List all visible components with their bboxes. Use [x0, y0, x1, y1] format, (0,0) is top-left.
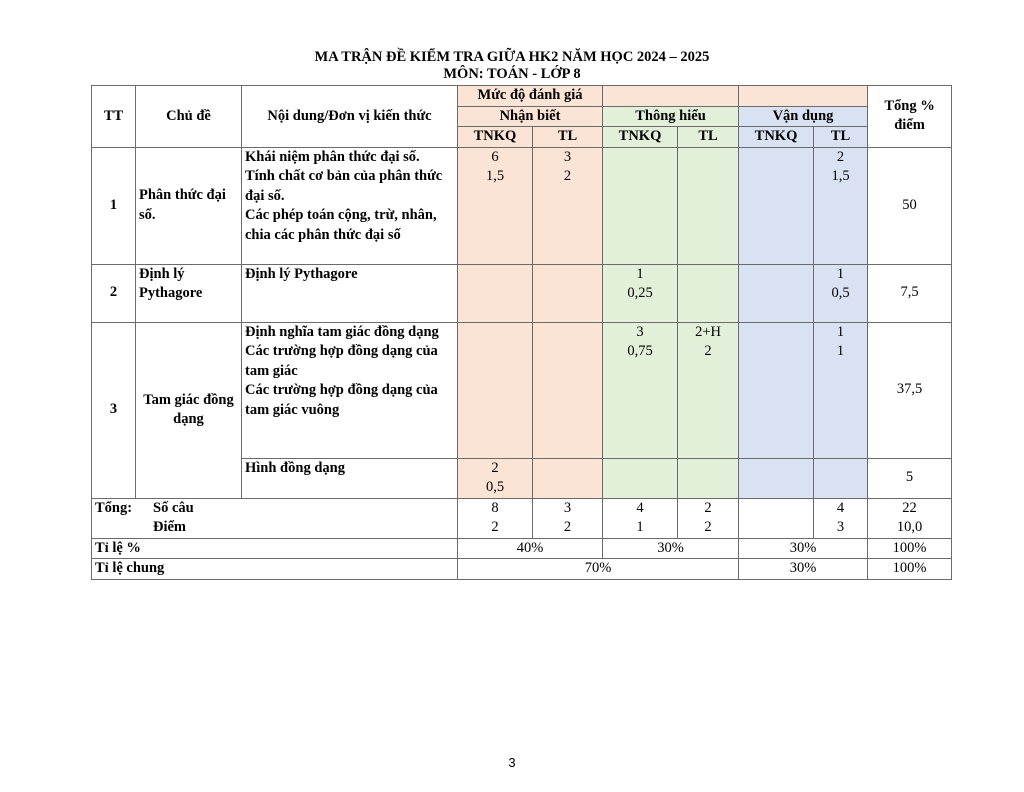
- row-noi-dung: Khái niệm phân thức đại số. Tính chất cơ bản của phân thức đại số. Các phép toán cộng, trừ, nhân, chia các phân thức đại số: [242, 147, 458, 264]
- general-ratio-tong: 100%: [868, 559, 952, 580]
- ratio-row: [92, 538, 952, 559]
- cell-nb-tnkq: [458, 322, 533, 458]
- ratio-th: 30%: [603, 538, 739, 559]
- totals-th-tnkq: 4 1: [603, 498, 678, 538]
- totals-label: Tổng: Số câu Điểm: [92, 498, 458, 538]
- ratio-vd: 30%: [739, 538, 868, 559]
- document-title: MA TRẬN ĐỀ KIỂM TRA GIỮA HK2 NĂM HỌC 2024 – 2025: [314, 49, 710, 65]
- cell-th-tnkq: 3 0,75: [603, 322, 678, 458]
- header-empty-1: [603, 86, 739, 107]
- header-tt: TT: [92, 86, 136, 148]
- header-muc-do: Mức độ đánh giá: [458, 86, 603, 107]
- totals-vd-tl: 4 3: [814, 498, 868, 538]
- header-nb-tl: TL: [533, 127, 603, 148]
- cell-nb-tl: [533, 458, 603, 498]
- row-tt: 3: [92, 322, 136, 498]
- cell-vd-tl: [814, 458, 868, 498]
- cell-th-tl: [678, 147, 739, 264]
- cell-vd-tnkq: [739, 322, 814, 458]
- cell-vd-tl: 2 1,5: [814, 147, 868, 264]
- header-van-dung: Vận dụng: [739, 106, 868, 127]
- row-noi-dung: Định lý Pythagore: [242, 264, 458, 322]
- header-th-tl: TL: [678, 127, 739, 148]
- cell-vd-tl: 1 1: [814, 322, 868, 458]
- general-ratio-label: Tỉ lệ chung: [92, 559, 458, 580]
- header-vd-tl: TL: [814, 127, 868, 148]
- table-row: [92, 147, 952, 264]
- cell-nb-tnkq: 2 0,5: [458, 458, 533, 498]
- cell-th-tl: [678, 264, 739, 322]
- table-row: [92, 264, 952, 322]
- header-thong-hieu: Thông hiểu: [603, 106, 739, 127]
- ratio-tong: 100%: [868, 538, 952, 559]
- general-ratio-row: [92, 559, 952, 580]
- cell-th-tl: 2+H 2: [678, 322, 739, 458]
- header-empty-2: [739, 86, 868, 107]
- page-number: 3: [508, 755, 516, 770]
- document-subtitle: MÔN: TOÁN - LỚP 8: [443, 66, 581, 82]
- row-noi-dung: Hình đồng dạng: [242, 458, 458, 498]
- cell-th-tnkq: [603, 458, 678, 498]
- header-vd-tnkq: TNKQ: [739, 127, 814, 148]
- totals-row: [92, 498, 952, 538]
- cell-vd-tnkq: [739, 264, 814, 322]
- totals-tong: 22 10,0: [868, 498, 952, 538]
- ratio-nb: 40%: [458, 538, 603, 559]
- header-chu-de: Chủ đề: [136, 86, 242, 148]
- row-chu-de: Tam giác đồng dạng: [136, 322, 242, 498]
- cell-nb-tl: [533, 264, 603, 322]
- row-noi-dung: Định nghĩa tam giác đồng dạng Các trường hợp đồng dạng của tam giác Các trường hợp đồng dạng của tam giác vuông: [242, 322, 458, 458]
- totals-vd-tnkq: [739, 498, 814, 538]
- cell-nb-tl: [533, 322, 603, 458]
- row-chu-de: Phân thức đại số.: [136, 147, 242, 264]
- totals-nb-tl: 3 2: [533, 498, 603, 538]
- general-ratio-vd: 30%: [739, 559, 868, 580]
- header-tong: Tổng % điểm: [868, 86, 952, 148]
- cell-tong: 7,5: [868, 264, 952, 322]
- cell-vd-tnkq: [739, 458, 814, 498]
- cell-tong: 37,5: [868, 322, 952, 458]
- header-row-1: [92, 86, 952, 107]
- header-th-tnkq: TNKQ: [603, 127, 678, 148]
- table-row: [92, 322, 952, 458]
- header-noi-dung: Nội dung/Đơn vị kiến thức: [242, 86, 458, 148]
- cell-tong: 50: [868, 147, 952, 264]
- totals-nb-tnkq: 8 2: [458, 498, 533, 538]
- row-tt: 1: [92, 147, 136, 264]
- cell-vd-tnkq: [739, 147, 814, 264]
- assessment-matrix-table: [91, 85, 952, 580]
- totals-th-tl: 2 2: [678, 498, 739, 538]
- cell-tong: 5: [868, 458, 952, 498]
- header-nhan-biet: Nhận biết: [458, 106, 603, 127]
- cell-th-tnkq: [603, 147, 678, 264]
- ratio-label: Tỉ lệ %: [92, 538, 458, 559]
- cell-vd-tl: 1 0,5: [814, 264, 868, 322]
- header-nb-tnkq: TNKQ: [458, 127, 533, 148]
- row-tt: 2: [92, 264, 136, 322]
- cell-nb-tl: 3 2: [533, 147, 603, 264]
- cell-nb-tnkq: [458, 264, 533, 322]
- cell-th-tnkq: 1 0,25: [603, 264, 678, 322]
- cell-nb-tnkq: 6 1,5: [458, 147, 533, 264]
- general-ratio-nb-th: 70%: [458, 559, 739, 580]
- cell-th-tl: [678, 458, 739, 498]
- row-chu-de: Định lý Pythagore: [136, 264, 242, 322]
